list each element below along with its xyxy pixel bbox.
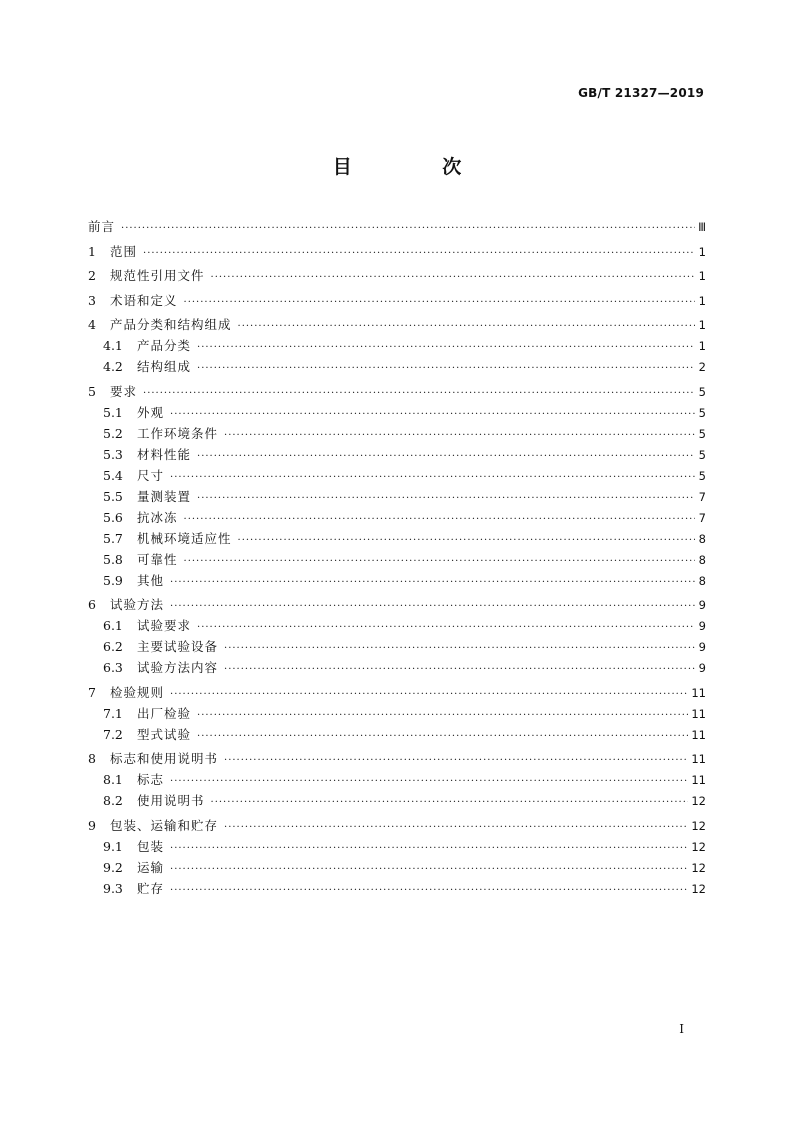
toc-entry-number: 5.3 bbox=[103, 446, 123, 462]
toc-leader-dots bbox=[121, 218, 695, 239]
toc-leader-dots bbox=[184, 292, 695, 313]
toc-entry[interactable] bbox=[88, 549, 706, 570]
toc-entry-number: 3 bbox=[88, 292, 96, 308]
toc-entry-number: 8.1 bbox=[103, 772, 123, 787]
toc-entry[interactable] bbox=[88, 314, 706, 335]
toc-entry-title: 术语和定义 bbox=[110, 292, 178, 308]
toc-entry-title: 材料性能 bbox=[137, 446, 192, 462]
toc-entry-title: 量测装置 bbox=[137, 488, 192, 504]
toc-leader-dots bbox=[184, 551, 695, 572]
toc-entry[interactable] bbox=[88, 486, 706, 507]
toc-entry-number: 7.2 bbox=[103, 726, 123, 742]
toc-entry-number: 4.1 bbox=[103, 338, 123, 353]
toc-entry-number: 8 bbox=[88, 751, 96, 766]
toc-entry-title: 尺寸 bbox=[137, 467, 165, 483]
toc-entry[interactable] bbox=[88, 465, 706, 486]
toc-entry-page: 8 bbox=[698, 573, 706, 588]
toc-entry-page: 12 bbox=[691, 860, 706, 875]
toc-entry-page: 1 bbox=[698, 339, 706, 353]
toc-entry-page: 5 bbox=[698, 384, 706, 399]
toc-leader-dots bbox=[197, 488, 695, 509]
toc-leader-dots bbox=[224, 638, 695, 659]
toc-entry-page: 11 bbox=[691, 727, 706, 742]
toc-entry-number: 5.1 bbox=[103, 404, 123, 420]
toc-entry-number: 5.2 bbox=[103, 425, 123, 441]
toc-entry-number: 4 bbox=[88, 317, 96, 332]
toc-entry-page: 5 bbox=[698, 447, 706, 462]
toc-entry-page: 2 bbox=[698, 360, 706, 374]
toc-entry-page: 5 bbox=[698, 426, 706, 441]
toc-entry-page: 11 bbox=[691, 752, 706, 766]
toc-entry[interactable] bbox=[88, 594, 706, 615]
toc-entry-page: 9 bbox=[698, 661, 706, 675]
toc-entry-number: 9.2 bbox=[103, 859, 123, 875]
toc-entry-number: 8.2 bbox=[103, 793, 123, 808]
toc-entry-number: 5.8 bbox=[103, 551, 123, 567]
toc-leader-dots bbox=[197, 705, 688, 726]
toc-entry[interactable] bbox=[88, 528, 706, 549]
toc-entry-title: 包装 bbox=[137, 838, 165, 854]
toc-entry-page: 7 bbox=[698, 510, 706, 525]
toc-entry-page: 1 bbox=[698, 293, 706, 308]
toc-leader-dots bbox=[211, 267, 695, 288]
toc-entry-page: 9 bbox=[698, 640, 706, 654]
toc-entry-number: 5.9 bbox=[103, 572, 123, 588]
toc-entry-page: Ⅲ bbox=[698, 220, 706, 234]
toc-entry[interactable] bbox=[88, 657, 706, 678]
toc-entry-title: 试验要求 bbox=[137, 618, 192, 633]
toc-title: 目 次 bbox=[332, 156, 504, 178]
toc-entry-page: 12 bbox=[691, 881, 706, 896]
toc-leader-dots bbox=[170, 838, 688, 859]
toc-entry-title: 标志 bbox=[137, 772, 165, 787]
toc-entry-title: 外观 bbox=[137, 404, 165, 420]
toc-leader-dots bbox=[170, 596, 695, 617]
toc-leader-dots bbox=[143, 383, 695, 404]
toc-entry-page: 12 bbox=[691, 794, 706, 808]
toc-entry-number: 9.3 bbox=[103, 880, 123, 896]
toc-entry[interactable] bbox=[88, 241, 706, 262]
toc-entry-title: 运输 bbox=[137, 859, 165, 875]
toc-leader-dots bbox=[170, 859, 688, 880]
toc-leader-dots bbox=[143, 243, 695, 264]
toc-entry-number: 6.1 bbox=[103, 618, 123, 633]
toc-entry[interactable] bbox=[88, 769, 706, 790]
toc-entry-number: 2 bbox=[88, 268, 96, 283]
toc-entry-number: 5.4 bbox=[103, 467, 123, 483]
toc-entry[interactable] bbox=[88, 216, 706, 237]
toc-entry-page: 1 bbox=[698, 269, 706, 283]
toc-entry-number: 7.1 bbox=[103, 705, 123, 721]
toc-entry[interactable] bbox=[88, 570, 706, 591]
toc-leader-dots bbox=[224, 425, 695, 446]
toc-leader-dots bbox=[170, 684, 688, 705]
toc-entry[interactable] bbox=[88, 423, 706, 444]
toc-entry-title: 前言 bbox=[88, 219, 116, 234]
toc-entry[interactable] bbox=[88, 703, 706, 724]
toc-entry-page: 1 bbox=[698, 318, 706, 332]
page-number: I bbox=[679, 1022, 684, 1036]
toc-entry-number: 5.6 bbox=[103, 509, 123, 525]
toc-entry-page: 7 bbox=[698, 489, 706, 504]
toc-entry-page: 11 bbox=[691, 685, 706, 700]
toc-entry-title: 其他 bbox=[137, 572, 165, 588]
toc-entry[interactable] bbox=[88, 265, 706, 286]
toc-entry[interactable] bbox=[88, 878, 706, 899]
toc-entry-page: 11 bbox=[691, 773, 706, 787]
toc-entry-number: 5.5 bbox=[103, 488, 123, 504]
toc-leader-dots bbox=[170, 467, 695, 488]
toc-entry-title: 试验方法 bbox=[110, 597, 165, 612]
toc-entry-title: 结构组成 bbox=[137, 359, 192, 374]
toc-entry-page: 9 bbox=[698, 619, 706, 633]
toc-entry-title: 工作环境条件 bbox=[137, 425, 219, 441]
toc-entry-title: 出厂检验 bbox=[137, 705, 192, 721]
toc-entry-page: 5 bbox=[698, 468, 706, 483]
toc-entry[interactable] bbox=[88, 724, 706, 745]
toc-entry-page: 11 bbox=[691, 706, 706, 721]
toc-entry-page: 12 bbox=[691, 818, 706, 833]
toc-entry-title: 规范性引用文件 bbox=[110, 268, 205, 283]
toc-entry[interactable] bbox=[88, 444, 706, 465]
toc-entry-number: 9 bbox=[88, 817, 96, 833]
toc-entry-title: 范围 bbox=[110, 243, 138, 259]
standard-number: GB/T 21327—2019 bbox=[578, 86, 704, 100]
toc-entry-title: 包装、运输和贮存 bbox=[110, 817, 219, 833]
toc-entry[interactable] bbox=[88, 335, 706, 356]
toc-entry[interactable] bbox=[88, 682, 706, 703]
toc-entry-page: 5 bbox=[698, 405, 706, 420]
toc-entry-title: 抗冰冻 bbox=[137, 509, 178, 525]
toc-entry-number: 5.7 bbox=[103, 530, 123, 546]
toc-entry-title: 产品分类 bbox=[137, 338, 192, 353]
toc-leader-dots bbox=[224, 659, 695, 680]
table-of-contents bbox=[88, 216, 706, 899]
toc-entry-title: 检验规则 bbox=[110, 684, 165, 700]
toc-entry[interactable] bbox=[88, 748, 706, 769]
toc-leader-dots bbox=[238, 530, 695, 551]
toc-leader-dots bbox=[170, 771, 688, 792]
toc-entry-number: 6 bbox=[88, 597, 96, 612]
toc-entry[interactable] bbox=[88, 381, 706, 402]
toc-leader-dots bbox=[197, 337, 695, 358]
toc-entry-number: 9.1 bbox=[103, 838, 123, 854]
toc-entry-number: 7 bbox=[88, 684, 96, 700]
toc-entry-page: 8 bbox=[698, 531, 706, 546]
toc-entry[interactable] bbox=[88, 836, 706, 857]
toc-entry[interactable] bbox=[88, 790, 706, 811]
toc-entry-page: 9 bbox=[698, 598, 706, 612]
toc-leader-dots bbox=[197, 617, 695, 638]
toc-entry-title: 产品分类和结构组成 bbox=[110, 317, 232, 332]
toc-leader-dots bbox=[224, 817, 688, 838]
toc-entry-page: 12 bbox=[691, 839, 706, 854]
toc-entry[interactable] bbox=[88, 507, 706, 528]
toc-entry[interactable] bbox=[88, 636, 706, 657]
toc-entry[interactable] bbox=[88, 857, 706, 878]
toc-leader-dots bbox=[224, 750, 688, 771]
toc-leader-dots bbox=[170, 572, 695, 593]
toc-entry-title: 要求 bbox=[110, 383, 138, 399]
toc-entry-title: 机械环境适应性 bbox=[137, 530, 232, 546]
toc-entry-number: 6.3 bbox=[103, 660, 123, 675]
toc-entry-title: 使用说明书 bbox=[137, 793, 205, 808]
toc-entry-title: 贮存 bbox=[137, 880, 165, 896]
toc-entry[interactable] bbox=[88, 290, 706, 311]
toc-leader-dots bbox=[184, 509, 695, 530]
toc-entry-number: 5 bbox=[88, 383, 96, 399]
toc-entry-page: 8 bbox=[698, 552, 706, 567]
toc-leader-dots bbox=[170, 404, 695, 425]
toc-entry-title: 可靠性 bbox=[137, 551, 178, 567]
toc-leader-dots bbox=[197, 726, 688, 747]
toc-entry-page: 1 bbox=[698, 244, 706, 259]
toc-entry-number: 4.2 bbox=[103, 359, 123, 374]
toc-leader-dots bbox=[197, 446, 695, 467]
toc-leader-dots bbox=[238, 316, 695, 337]
toc-entry[interactable] bbox=[88, 356, 706, 377]
toc-leader-dots bbox=[211, 792, 689, 813]
toc-entry-title: 型式试验 bbox=[137, 726, 192, 742]
toc-entry-title: 试验方法内容 bbox=[137, 660, 219, 675]
toc-entry[interactable] bbox=[88, 815, 706, 836]
toc-entry[interactable] bbox=[88, 615, 706, 636]
toc-entry-title: 标志和使用说明书 bbox=[110, 751, 219, 766]
toc-entry[interactable] bbox=[88, 402, 706, 423]
toc-entry-title: 主要试验设备 bbox=[137, 639, 219, 654]
toc-leader-dots bbox=[170, 880, 688, 901]
toc-entry-number: 1 bbox=[88, 243, 96, 259]
toc-leader-dots bbox=[197, 358, 695, 379]
toc-entry-number: 6.2 bbox=[103, 639, 123, 654]
